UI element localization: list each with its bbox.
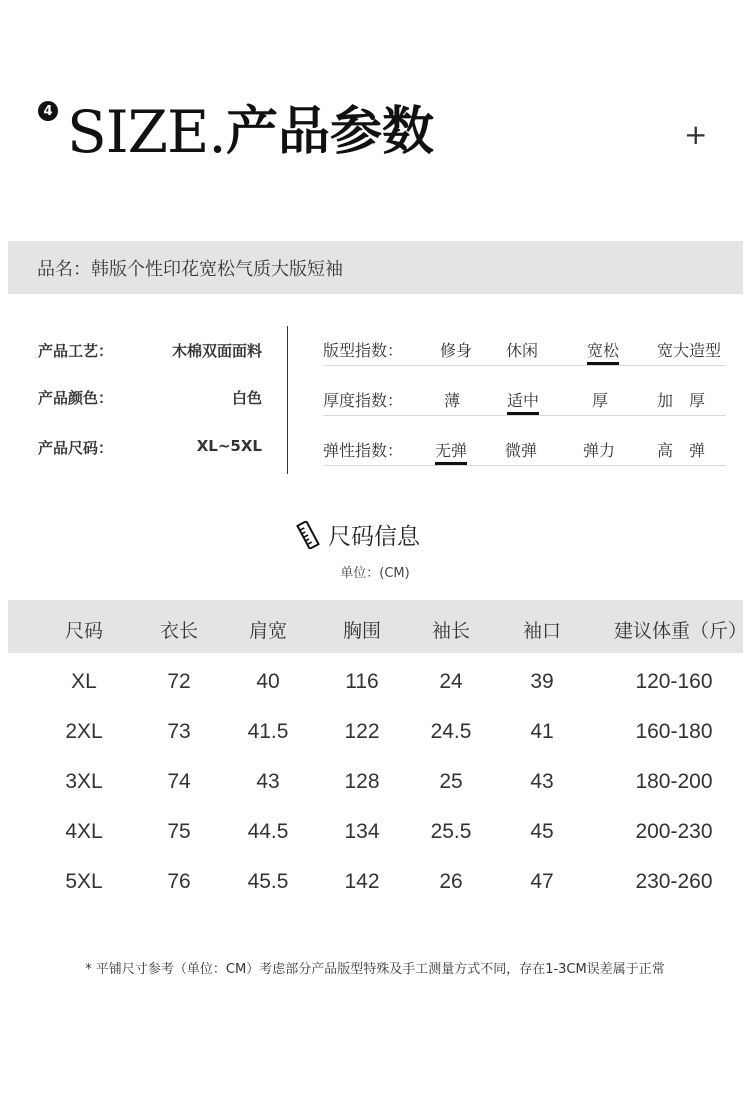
table-header-cell: 建议体重（斤）	[614, 620, 748, 642]
unit-label: 单位：(CM)	[340, 566, 410, 581]
table-cell: 160-180	[635, 720, 713, 743]
measurement-note: * 平铺尺寸参考（单位：CM）考虑部分产品版型特殊及手工测量方式不同，存在1-3CM误差属于正常	[85, 962, 665, 977]
table-header-cell: 袖口	[522, 620, 561, 642]
thickness-index-underline	[323, 415, 726, 416]
thickness-option-extra-thick: 加 厚	[657, 391, 706, 410]
elasticity-option-none: 无弹	[435, 438, 467, 465]
ruler-icon	[296, 521, 320, 549]
table-cell: 180-200	[635, 770, 713, 793]
elasticity-option-stretch: 弹力	[583, 441, 616, 460]
table-cell: 40	[256, 670, 280, 693]
table-header-cell: 袖长	[431, 620, 470, 642]
table-cell: 200-230	[635, 820, 713, 843]
fit-option-loose: 宽松	[587, 338, 619, 365]
fit-option-casual: 休闲	[506, 341, 539, 360]
color-label: 产品颜色：	[38, 389, 114, 407]
table-cell: 39	[530, 670, 554, 693]
table-header-cell: 衣长	[159, 620, 198, 642]
table-header-cell: 胸围	[342, 620, 381, 642]
table-cell: 116	[345, 670, 379, 693]
table-cell: 43	[256, 770, 280, 793]
table-header-cell: 尺码	[64, 620, 103, 642]
table-cell: 142	[344, 870, 380, 893]
table-row-size: 4XL	[65, 820, 103, 843]
table-cell: 25	[439, 770, 463, 793]
elasticity-option-high: 高 弹	[657, 441, 706, 460]
table-cell: 44.5	[247, 820, 289, 843]
table-cell: 45	[530, 820, 554, 843]
fit-index-label: 版型指数：	[323, 341, 404, 360]
table-row-size: XL	[71, 670, 97, 693]
table-row-size: 5XL	[65, 870, 103, 893]
table-cell: 25.5	[430, 820, 472, 843]
table-cell: 41	[530, 720, 554, 743]
table-cell: 74	[167, 770, 191, 793]
table-cell: 45.5	[247, 870, 289, 893]
table-row-size: 2XL	[65, 720, 103, 743]
table-header-cell: 肩宽	[248, 620, 287, 642]
table-cell: 134	[344, 820, 380, 843]
divider-vertical	[287, 326, 288, 474]
title-chinese: 产品参数	[226, 101, 435, 162]
elasticity-index-underline	[323, 465, 726, 466]
product-name-bar	[8, 241, 743, 294]
table-cell: 41.5	[247, 720, 289, 743]
thickness-option-thick: 厚	[592, 391, 609, 410]
craft-label: 产品工艺：	[38, 342, 114, 360]
table-row-size: 3XL	[65, 770, 103, 793]
craft-value: 木棉双面面料	[171, 342, 262, 360]
fit-option-slim: 修身	[440, 341, 473, 360]
thickness-option-medium: 适中	[507, 388, 539, 415]
title-english: SIZE.	[67, 98, 226, 166]
fit-index-underline	[323, 365, 726, 366]
table-cell: 76	[167, 870, 191, 893]
table-cell: 128	[344, 770, 380, 793]
thickness-index-label: 厚度指数：	[323, 391, 404, 410]
size-range-label: 产品尺码：	[38, 439, 114, 457]
table-cell: 75	[167, 820, 191, 843]
size-info-title: 尺码信息	[328, 524, 420, 550]
plus-icon[interactable]: +	[684, 118, 708, 151]
size-range-value: XL~5XL	[196, 437, 262, 455]
step-number-badge: 4	[38, 101, 58, 121]
table-cell: 122	[344, 720, 380, 743]
table-cell: 230-260	[635, 870, 713, 893]
product-name: 品名：韩版个性印花宽松气质大版短袖	[37, 258, 343, 280]
table-cell: 43	[530, 770, 554, 793]
table-cell: 24.5	[430, 720, 472, 743]
color-value: 白色	[231, 389, 262, 407]
table-cell: 72	[167, 670, 191, 693]
elasticity-index-label: 弹性指数：	[323, 441, 404, 460]
size-info-heading	[296, 518, 420, 551]
table-cell: 47	[530, 870, 554, 893]
fit-option-oversized: 宽大造型	[657, 341, 722, 360]
table-cell: 120-160	[635, 670, 713, 693]
table-cell: 73	[167, 720, 191, 743]
elasticity-option-slight: 微弹	[505, 441, 538, 460]
table-cell: 26	[439, 870, 463, 893]
thickness-option-thin: 薄	[444, 391, 461, 410]
table-cell: 24	[439, 670, 463, 693]
